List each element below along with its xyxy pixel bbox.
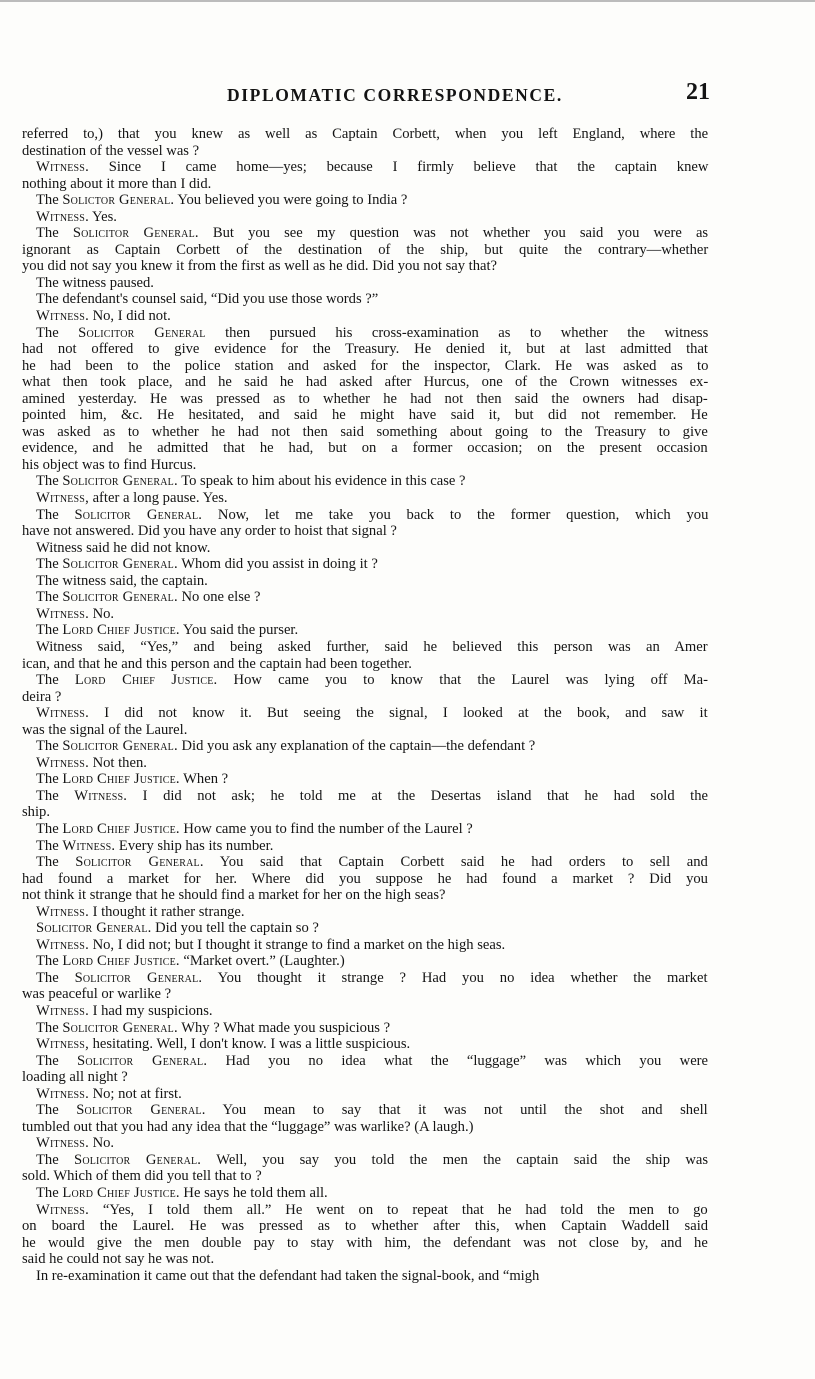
text-line [22,159,708,176]
speaker-name: Solicitor General. [62,589,178,606]
line-text: You thought it strange ? Had you no idea whether the market [202,969,708,986]
speaker-name: Solicitor General. [74,506,203,523]
line-text: Now, let me take you back to the former question, which you [202,506,709,523]
speaker-name: Lord Chief Justice. [62,820,180,837]
speaker-name: Lord Chief Justice. [62,1185,180,1201]
line-prefix: The [36,1052,78,1069]
text-line [22,258,708,275]
text-line [22,1020,708,1037]
text-line [22,143,708,160]
text-line [22,1152,708,1169]
speaker-name: Witness. [36,308,89,325]
line-text: In re-examination it came out that the defendant had taken the signal-book, and “migh [36,1267,540,1284]
line-text: But you see my question was not whether you said you were as [198,225,709,242]
line-text: How came you to find the number of the Laurel ? [179,820,473,837]
text-line [22,1119,708,1136]
line-text: evidence, and he admitted that he had, but on a former occasion; on the present occasion [22,440,708,457]
line-text: Witness said he did not know. [36,539,211,556]
text-line [22,705,708,722]
line-text: The witness paused. [36,274,154,291]
line-prefix: The [36,820,63,837]
text-line [22,838,708,855]
line-text: No; not at first. [88,1085,182,1102]
line-prefix: The [36,622,63,639]
text-line [22,1053,708,1070]
top-rule [0,0,815,2]
text-line [22,1069,708,1086]
line-text: Well, you say you told the men the captain said the ship was [201,1151,709,1168]
text-line [22,937,708,954]
text-line [22,490,708,507]
speaker-name: Solicitor General. [74,969,203,986]
line-prefix: The [36,969,75,986]
line-prefix: The [36,738,63,755]
text-line [22,771,708,788]
text-line [22,391,708,408]
speaker-name: Witness. [36,754,89,771]
speaker-name: Solicitor General. [62,473,178,490]
line-text: Since I came home—yes; because I firmly believe that the captain knew [88,159,709,176]
line-text: pointed him, &c. He hesitated, and said he might have said it, but did not remember. He [22,407,708,424]
speaker-name: Witness. [36,1002,89,1019]
text-line [22,1185,708,1202]
line-text: referred to,) that you knew as well as Captain Corbett, when you left England, where the [22,126,709,142]
line-text: “Market overt.” (Laughter.) [179,953,345,970]
line-text: hesitating. Well, I don't know. I was a little suspicious. [88,1036,411,1053]
line-text: Every ship has its number. [115,837,274,854]
text-line [22,871,708,888]
text-line [22,970,708,987]
line-prefix: The [36,854,76,871]
text-line [22,920,708,937]
line-text: what then took place, and he said he had asked after Hurcus, one of the Crown witnesses ex- [22,374,709,391]
line-text: No, I did not; but I thought it strange to find a market on the high seas. [88,936,506,953]
line-prefix: The [36,506,75,523]
speaker-name: Solicitor General. [75,854,204,871]
text-line [22,672,708,689]
line-text: ignorant as Captain Corbett of the destination of the ship, but quite the contrary—whether [22,241,709,258]
text-line [22,1036,708,1053]
line-text: had found a market for her. Where did you suppose he had found a market ? Did you [22,870,708,887]
text-line [22,821,708,838]
line-prefix: The [36,324,79,341]
text-line [22,209,708,226]
speaker-name: Witness. [36,159,89,176]
line-text: was the signal of the Laurel. [22,721,188,738]
text-line [22,473,708,490]
line-text: ican, and that he and this person and the captain had been together. [22,655,412,672]
text-line [22,788,708,805]
line-text: You said the purser. [179,622,299,639]
line-text: No one else ? [177,589,261,606]
text-line [22,407,708,424]
speaker-name: Witness. [36,903,89,920]
line-text: his object was to find Hurcus. [22,456,197,473]
line-text: You said that Captain Corbett said he had orders to sell and [203,854,708,871]
line-text: Whom did you assist in doing it ? [177,556,378,573]
text-line [22,507,708,524]
line-text: I thought it rather strange. [88,903,245,920]
speaker-name: Solicitor General. [36,920,152,937]
line-text: he would give the men double pay to stay with him, the defendant was not close by, and he [22,1234,708,1251]
line-text: Yes. [88,208,117,225]
speaker-name: Witness. [62,837,116,854]
line-prefix: The [36,1151,75,1168]
line-text: after a long pause. Yes. [88,490,228,507]
line-text: you did not say you knew it from the first as well as he did. Did you not say that? [22,258,498,275]
speaker-name: Solicitor General. [72,225,199,242]
text-line [22,755,708,772]
line-prefix: The [36,192,63,209]
text-line [22,1268,708,1285]
line-text: The witness said, the captain. [36,572,208,589]
text-line [22,1202,708,1219]
text-line [22,358,708,375]
line-text: Did you tell the captain so ? [151,920,319,937]
page-number: 21 [686,79,710,105]
speaker-name: Solicitor General. [77,1052,208,1069]
line-text: Did you ask any explanation of the captain—the defendant ? [177,738,536,755]
line-text: Why ? What made you suspicious ? [177,1019,391,1036]
line-prefix: The [36,1102,77,1119]
text-line [22,556,708,573]
line-prefix: The [36,225,73,242]
text-line [22,1135,708,1152]
text-line [22,176,708,193]
line-prefix: The [36,473,63,490]
text-line [22,540,708,557]
text-line [22,1003,708,1020]
speaker-name: Solicitor General [78,324,206,341]
text-line [22,242,708,259]
line-prefix: The [36,787,75,804]
speaker-name: Solicitor General. [62,738,178,755]
speaker-name: Witness, [36,490,89,507]
line-text: Had you no idea what the “luggage” was which you were [207,1052,709,1069]
line-text: Not then. [88,754,147,771]
text-line [22,738,708,755]
line-text: When ? [179,771,229,788]
line-text: was asked as to whether he had not then said something about going to the Treasury to give [22,423,708,440]
speaker-name: Witness. [36,605,89,622]
line-prefix: The [36,672,75,689]
text-line [22,374,708,391]
text-line [22,192,708,209]
line-text: destination of the vessel was ? [22,142,200,159]
speaker-name: Lord Chief Justice. [62,953,180,970]
line-text: How came you to know that the Laurel was lying off Ma- [217,672,708,689]
text-line [22,126,708,143]
line-text: ship. [22,804,50,821]
line-text: No. [88,605,115,622]
line-text: sold. Which of them did you tell that to ? [22,1168,262,1185]
line-text: Witness said, “Yes,” and being asked further, said he believed this person was an Amer [36,638,708,655]
speaker-name: Witness. [36,1135,89,1152]
line-text: had not offered to give evidence for the Treasury. He denied it, but at last admitted that [22,341,708,358]
text-line [22,325,708,342]
speaker-name: Witness. [74,787,128,804]
text-line [22,424,708,441]
text-line [22,573,708,590]
speaker-name: Witness. [36,1201,89,1218]
text-line [22,953,708,970]
line-text: I did not ask; he told me at the Desertas island that he had sold the [127,787,708,804]
line-text: No. [88,1135,115,1152]
speaker-name: Lord Chief Justice. [62,771,180,788]
body-text [22,126,708,1284]
text-line [22,689,708,706]
text-line [22,1168,708,1185]
running-head [22,80,712,110]
line-prefix: The [36,837,63,854]
speaker-name: Lord Chief Justice. [62,622,180,639]
running-title: DIPLOMATIC CORRESPONDENCE. [227,85,563,105]
speaker-name: Witness. [36,705,89,722]
text-line [22,1102,708,1119]
text-line [22,523,708,540]
text-line [22,622,708,639]
line-text: You mean to say that it was not until the shot and shell [205,1102,708,1119]
speaker-name: Lord Chief Justice. [74,672,218,689]
text-line [22,1086,708,1103]
line-text: loading all night ? [22,1069,128,1086]
text-line [22,1218,708,1235]
line-text: No, I did not. [88,308,171,325]
text-line [22,606,708,623]
line-prefix: The [36,953,63,970]
line-text: tumbled out that you had any idea that the “luggage” was warlike? (A laugh.) [22,1118,474,1135]
text-line [22,457,708,474]
text-line [22,589,708,606]
text-line [22,1251,708,1268]
line-prefix: The [36,771,63,788]
line-text: To speak to him about his evidence in this case ? [177,473,466,490]
text-line [22,1235,708,1252]
line-text: said he could not say he was not. [22,1251,215,1268]
line-prefix: The [36,589,63,606]
line-text: You believed you were going to India ? [174,192,408,209]
line-text: I had my suspicions. [88,1002,213,1019]
line-text: then pursued his cross-examination as to whether the witness [205,324,709,341]
line-text: “Yes, I told them all.” He went on to repeat that he had told the men to go [88,1201,708,1218]
speaker-name: Witness. [36,1085,89,1102]
text-line [22,639,708,656]
text-line [22,904,708,921]
text-line [22,275,708,292]
speaker-name: Solicitor General. [62,556,178,573]
text-line [22,887,708,904]
line-text: was peaceful or warlike ? [22,986,172,1003]
text-line [22,656,708,673]
text-line [22,308,708,325]
line-prefix: The [36,1185,63,1201]
text-line [22,291,708,308]
text-line [22,804,708,821]
line-text: amined yesterday. He was pressed as to whether he had not then said the owners had disap- [22,390,708,407]
text-line [22,986,708,1003]
line-text: have not answered. Did you have any order to hoist that signal ? [22,523,397,540]
speaker-name: Solicitor General. [76,1102,206,1119]
speaker-name: Witness. [36,936,89,953]
text-line [22,341,708,358]
speaker-name: Solicitor General. [74,1151,202,1168]
line-text: The defendant's counsel said, “Did you use those words ?” [36,291,379,308]
text-line [22,440,708,457]
text-line [22,722,708,739]
line-text: on board the Laurel. He was pressed as to whether after this, when Captain Waddell said [22,1218,709,1235]
line-prefix: The [36,556,63,573]
text-line [22,225,708,242]
line-text: I did not know it. But seeing the signal, I looked at the book, and saw it [88,705,708,722]
speaker-name: Solictor General. [62,192,175,209]
speaker-name: Witness. [36,208,89,225]
text-line [22,854,708,871]
line-text: He says he told them all. [179,1185,328,1201]
line-text: not think it strange that he should find a market for her on the high seas? [22,887,446,904]
line-prefix: The [36,1019,63,1036]
speaker-name: Witness, [36,1036,89,1053]
line-text: he had been to the police station and asked for the inspector, Clark. He was asked as to [22,357,709,374]
line-text: deira ? [22,688,62,705]
speaker-name: Solicitor General. [62,1019,178,1036]
line-text: nothing about it more than I did. [22,175,212,192]
